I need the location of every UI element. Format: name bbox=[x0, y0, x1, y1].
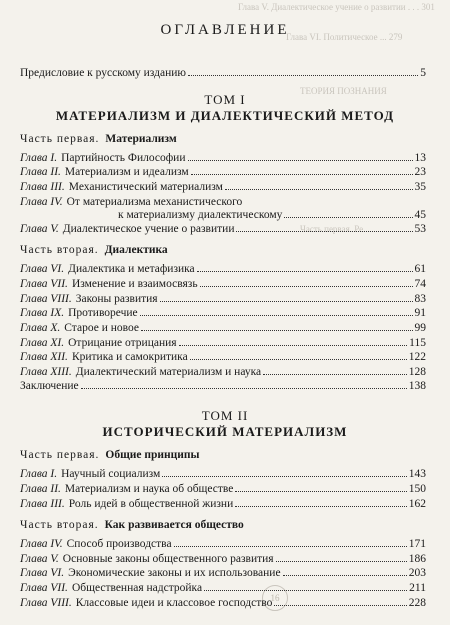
toc-entry-preface bbox=[20, 66, 426, 80]
chapter-title: Научный социализм bbox=[61, 468, 161, 480]
toc-entry bbox=[20, 552, 426, 566]
part-heading bbox=[20, 449, 200, 461]
page-number: 5 bbox=[420, 67, 426, 79]
volume-title: ИСТОРИЧЕСКИЙ МАТЕРИАЛИЗМ bbox=[102, 424, 348, 439]
chapter-label: Глава XIII. bbox=[20, 366, 72, 378]
page-number: 53 bbox=[414, 223, 426, 235]
chapter-title: Экономические законы и их использование bbox=[68, 567, 281, 579]
chapter-title: Отрицание отрицания bbox=[68, 337, 177, 349]
toc-entry bbox=[20, 365, 426, 379]
dot-leader bbox=[179, 345, 408, 346]
volume-title: МАТЕРИАЛИЗМ И ДИАЛЕКТИЧЕСКИЙ МЕТОД bbox=[55, 108, 395, 123]
dot-leader bbox=[140, 315, 413, 316]
chapter-label: Глава VII. bbox=[20, 582, 68, 594]
seal-stamp: 16 bbox=[262, 585, 288, 611]
page-number: 45 bbox=[414, 209, 426, 221]
chapter-label: Глава VIII. bbox=[20, 597, 72, 609]
chapter-title: Механистический материализм bbox=[68, 181, 223, 193]
dot-leader bbox=[236, 231, 412, 232]
chapter-label: Глава VI. bbox=[20, 567, 65, 579]
chapter-title: Общественная надстройка bbox=[71, 582, 203, 594]
part-number: Часть первая. bbox=[20, 133, 100, 145]
chapter-title: Роль идей в общественной жизни bbox=[68, 498, 234, 510]
chapter-label: Глава VI. bbox=[20, 263, 65, 275]
part-number: Часть вторая. bbox=[20, 519, 99, 531]
page-number: 138 bbox=[408, 380, 426, 392]
part-title: Материализм bbox=[105, 133, 177, 145]
page-number: 128 bbox=[408, 366, 426, 378]
page-number: 186 bbox=[408, 553, 426, 565]
chapter-title: Противоречие bbox=[68, 307, 138, 319]
toc-entry bbox=[20, 165, 426, 179]
dot-leader bbox=[197, 271, 413, 272]
chapter-title: Старое и новое bbox=[64, 322, 139, 334]
chapter-title: Критика и самокритика bbox=[71, 351, 188, 363]
dot-leader bbox=[174, 546, 407, 547]
chapter-label: Глава IX. bbox=[20, 307, 65, 319]
dot-leader bbox=[191, 174, 413, 175]
dot-leader bbox=[283, 575, 407, 576]
chapter-title: Диалектика и метафизика bbox=[68, 263, 195, 275]
chapter-label: Глава VII. bbox=[20, 278, 68, 290]
volume-label: ТОМ I bbox=[204, 92, 246, 107]
part-number: Часть вторая. bbox=[20, 244, 99, 256]
chapter-title-continued: к материализму диалектическому bbox=[118, 209, 283, 221]
toc-entry bbox=[20, 262, 426, 276]
dot-leader bbox=[276, 561, 407, 562]
chapter-label: Глава X. bbox=[20, 322, 61, 334]
dot-leader bbox=[188, 160, 413, 161]
chapter-label: Глава I. bbox=[20, 468, 58, 480]
chapter-label: Глава II. bbox=[20, 166, 61, 178]
dot-leader bbox=[188, 75, 418, 76]
page-number: 23 bbox=[414, 166, 426, 178]
volume-label: ТОМ II bbox=[201, 408, 249, 423]
toc-entry bbox=[20, 292, 426, 306]
toc-entry bbox=[20, 306, 426, 320]
toc-entry bbox=[20, 482, 426, 496]
chapter-title: Диалектическое учение о развитии bbox=[62, 223, 235, 235]
part-heading bbox=[20, 133, 177, 145]
toc-entry bbox=[20, 222, 426, 236]
bleed-through-line: Глава V. Диалектическое учение о развитии . . . 301 bbox=[238, 2, 435, 12]
chapter-title: Изменение и взаимосвязь bbox=[71, 278, 198, 290]
page-number: 13 bbox=[414, 152, 426, 164]
toc-entry bbox=[20, 537, 426, 551]
page-number: 35 bbox=[414, 181, 426, 193]
chapter-label: Глава IV. bbox=[20, 538, 63, 550]
dot-leader bbox=[274, 605, 406, 606]
dot-leader bbox=[81, 388, 407, 389]
toc-entry bbox=[20, 350, 426, 364]
chapter-label: Глава V. bbox=[20, 553, 59, 565]
chapter-label: Глава XII. bbox=[20, 351, 68, 363]
dot-leader bbox=[162, 476, 406, 477]
page-number: 122 bbox=[408, 351, 426, 363]
toc-entry bbox=[20, 151, 426, 165]
dot-leader bbox=[284, 217, 412, 218]
chapter-label: Глава V. bbox=[20, 223, 59, 235]
bleed-through-line: Глава VI. Политическое ... 279 bbox=[286, 32, 403, 42]
entry-text: Заключение bbox=[20, 380, 79, 392]
toc-entry-conclusion bbox=[20, 379, 426, 393]
toc-entry bbox=[20, 497, 426, 511]
dot-leader bbox=[160, 301, 413, 302]
chapter-title: Способ производства bbox=[66, 538, 172, 550]
page-number: 203 bbox=[408, 567, 426, 579]
chapter-label: Глава III. bbox=[20, 498, 65, 510]
page-number: 74 bbox=[414, 278, 426, 290]
toc-entry bbox=[20, 566, 426, 580]
page-number: 171 bbox=[408, 538, 426, 550]
page-number: 115 bbox=[409, 337, 426, 349]
chapter-label: Глава I. bbox=[20, 152, 58, 164]
page-number: 83 bbox=[414, 293, 426, 305]
page-number: 228 bbox=[408, 597, 426, 609]
chapter-label: Глава VIII. bbox=[20, 293, 72, 305]
toc-entry bbox=[20, 321, 426, 335]
page-number: 162 bbox=[408, 498, 426, 510]
chapter-label: Глава IV. bbox=[20, 196, 63, 208]
chapter-title: Основные законы общественного развития bbox=[62, 553, 274, 565]
page-number: 211 bbox=[409, 582, 426, 594]
part-title: Общие принципы bbox=[105, 449, 200, 461]
page-number: 150 bbox=[408, 483, 426, 495]
dot-leader bbox=[190, 359, 407, 360]
toc-entry bbox=[20, 180, 426, 194]
page-number: 143 bbox=[408, 468, 426, 480]
toc-entry bbox=[20, 336, 426, 350]
part-heading bbox=[20, 244, 168, 256]
part-title: Как развивается общество bbox=[104, 519, 244, 531]
toc-entry bbox=[20, 467, 426, 481]
dot-leader bbox=[225, 189, 413, 190]
part-heading bbox=[20, 519, 244, 531]
chapter-label: Глава XI. bbox=[20, 337, 65, 349]
chapter-label: Глава II. bbox=[20, 483, 61, 495]
chapter-title: От материализма механистического bbox=[66, 196, 243, 208]
entry-text: Предисловие к русскому изданию bbox=[20, 67, 186, 79]
chapter-title: Законы развития bbox=[75, 293, 158, 305]
chapter-title: Диалектический материализм и наука bbox=[75, 366, 262, 378]
chapter-title: Материализм и идеализм bbox=[64, 166, 189, 178]
toc-title: ОГЛАВЛЕНИЕ bbox=[160, 22, 290, 38]
toc-entry-continuation bbox=[118, 208, 426, 222]
page-number: 61 bbox=[414, 263, 426, 275]
page-number: 99 bbox=[414, 322, 426, 334]
part-number: Часть первая. bbox=[20, 449, 100, 461]
toc-entry bbox=[20, 581, 426, 595]
chapter-title: Партийность Философии bbox=[61, 152, 186, 164]
chapter-title: Материализм и наука об обществе bbox=[64, 483, 234, 495]
part-title: Диалектика bbox=[104, 244, 168, 256]
bleed-through-line: ТЕОРИЯ ПОЗНАНИЯ bbox=[300, 86, 387, 96]
dot-leader bbox=[141, 330, 413, 331]
page-number: 91 bbox=[414, 307, 426, 319]
dot-leader bbox=[200, 286, 413, 287]
toc-entry bbox=[20, 195, 426, 209]
toc-entry bbox=[20, 596, 426, 610]
chapter-title: Классовые идеи и классовое господство bbox=[75, 597, 273, 609]
dot-leader bbox=[204, 590, 407, 591]
dot-leader bbox=[263, 374, 407, 375]
toc-entry bbox=[20, 277, 426, 291]
bleed-through-line: Часть первая. Ре... bbox=[300, 224, 370, 234]
dot-leader bbox=[235, 506, 407, 507]
chapter-label: Глава III. bbox=[20, 181, 65, 193]
dot-leader bbox=[235, 491, 406, 492]
